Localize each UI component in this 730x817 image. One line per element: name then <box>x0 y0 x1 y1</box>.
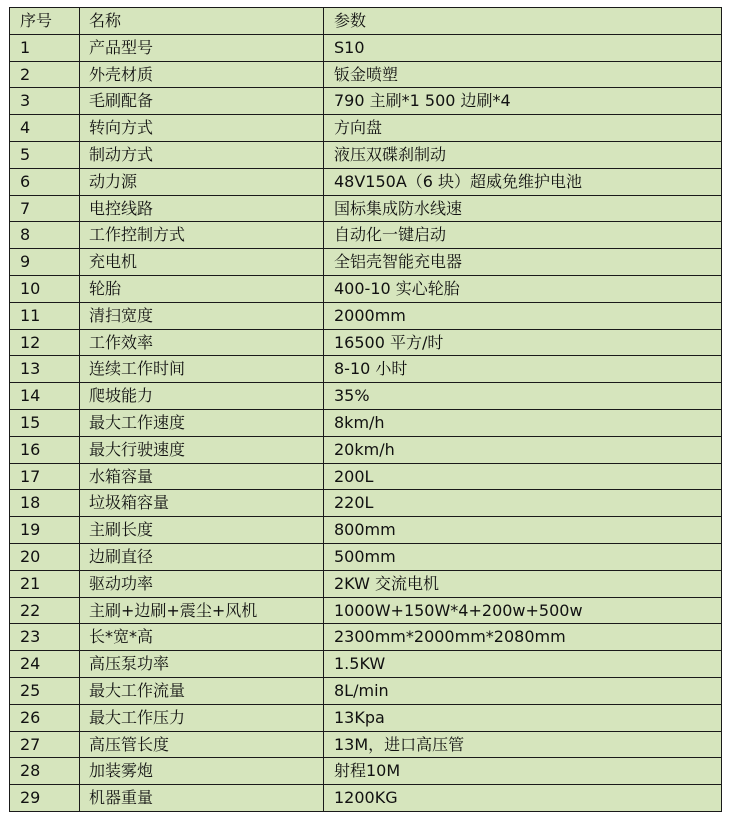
table-row <box>10 275 722 302</box>
row-value: 790 主刷*1 500 边刷*4 <box>324 88 722 115</box>
row-name: 转向方式 <box>80 115 324 142</box>
row-index: 19 <box>10 517 80 544</box>
table-row <box>10 731 722 758</box>
row-name: 充电机 <box>80 249 324 276</box>
row-name: 爬坡能力 <box>80 383 324 410</box>
row-index: 11 <box>10 302 80 329</box>
header-row <box>10 8 722 35</box>
table-row <box>10 677 722 704</box>
table-row <box>10 61 722 88</box>
table-row <box>10 758 722 785</box>
row-value: 2KW 交流电机 <box>324 570 722 597</box>
row-index: 27 <box>10 731 80 758</box>
row-value: 8km/h <box>324 409 722 436</box>
table-row <box>10 329 722 356</box>
row-value: S10 <box>324 34 722 61</box>
row-value: 自动化一键启动 <box>324 222 722 249</box>
row-name: 制动方式 <box>80 141 324 168</box>
row-name: 工作效率 <box>80 329 324 356</box>
row-index: 22 <box>10 597 80 624</box>
row-index: 4 <box>10 115 80 142</box>
table-row <box>10 222 722 249</box>
row-index: 24 <box>10 651 80 678</box>
table-row <box>10 168 722 195</box>
table-row <box>10 570 722 597</box>
row-index: 6 <box>10 168 80 195</box>
row-name: 动力源 <box>80 168 324 195</box>
row-name: 垃圾箱容量 <box>80 490 324 517</box>
table-row <box>10 409 722 436</box>
row-index: 29 <box>10 785 80 812</box>
row-value: 20km/h <box>324 436 722 463</box>
row-name: 最大工作速度 <box>80 409 324 436</box>
row-value: 1000W+150W*4+200w+500w <box>324 597 722 624</box>
table-row <box>10 490 722 517</box>
table-row <box>10 543 722 570</box>
row-name: 外壳材质 <box>80 61 324 88</box>
table-row <box>10 436 722 463</box>
row-index: 8 <box>10 222 80 249</box>
row-index: 7 <box>10 195 80 222</box>
row-index: 23 <box>10 624 80 651</box>
row-name: 高压泵功率 <box>80 651 324 678</box>
row-name: 清扫宽度 <box>80 302 324 329</box>
row-name: 轮胎 <box>80 275 324 302</box>
row-value: 钣金喷塑 <box>324 61 722 88</box>
row-name: 产品型号 <box>80 34 324 61</box>
table-row <box>10 195 722 222</box>
table-row <box>10 517 722 544</box>
row-index: 16 <box>10 436 80 463</box>
row-value: 800mm <box>324 517 722 544</box>
row-index: 20 <box>10 543 80 570</box>
row-name: 最大行驶速度 <box>80 436 324 463</box>
table-row <box>10 34 722 61</box>
table-row <box>10 597 722 624</box>
row-index: 17 <box>10 463 80 490</box>
row-value: 35% <box>324 383 722 410</box>
row-value: 16500 平方/时 <box>324 329 722 356</box>
table-row <box>10 88 722 115</box>
table-row <box>10 785 722 812</box>
row-index: 25 <box>10 677 80 704</box>
row-value: 200L <box>324 463 722 490</box>
row-value: 国标集成防水线速 <box>324 195 722 222</box>
header-value: 参数 <box>324 8 722 35</box>
row-index: 13 <box>10 356 80 383</box>
row-value: 方向盘 <box>324 115 722 142</box>
row-name: 电控线路 <box>80 195 324 222</box>
row-value: 400-10 实心轮胎 <box>324 275 722 302</box>
row-name: 连续工作时间 <box>80 356 324 383</box>
row-name: 最大工作压力 <box>80 704 324 731</box>
row-value: 500mm <box>324 543 722 570</box>
row-name: 工作控制方式 <box>80 222 324 249</box>
spec-table <box>9 7 722 812</box>
row-index: 9 <box>10 249 80 276</box>
row-value: 8L/min <box>324 677 722 704</box>
row-index: 3 <box>10 88 80 115</box>
table-row <box>10 651 722 678</box>
row-name: 加装雾炮 <box>80 758 324 785</box>
row-name: 驱动功率 <box>80 570 324 597</box>
table-row <box>10 302 722 329</box>
row-name: 最大工作流量 <box>80 677 324 704</box>
row-index: 1 <box>10 34 80 61</box>
row-name: 毛刷配备 <box>80 88 324 115</box>
row-index: 2 <box>10 61 80 88</box>
header-index: 序号 <box>10 8 80 35</box>
row-value: 13M，进口高压管 <box>324 731 722 758</box>
row-value: 8-10 小时 <box>324 356 722 383</box>
table-row <box>10 383 722 410</box>
row-name: 边刷直径 <box>80 543 324 570</box>
row-index: 14 <box>10 383 80 410</box>
header-name: 名称 <box>80 8 324 35</box>
row-index: 15 <box>10 409 80 436</box>
row-name: 长*宽*高 <box>80 624 324 651</box>
table-row <box>10 704 722 731</box>
row-value: 射程10M <box>324 758 722 785</box>
row-index: 12 <box>10 329 80 356</box>
table-row <box>10 356 722 383</box>
row-value: 2000mm <box>324 302 722 329</box>
row-name: 水箱容量 <box>80 463 324 490</box>
row-name: 主刷+边刷+震尘+风机 <box>80 597 324 624</box>
row-value: 1200KG <box>324 785 722 812</box>
row-value: 液压双碟刹制动 <box>324 141 722 168</box>
row-value: 220L <box>324 490 722 517</box>
row-value: 13Kpa <box>324 704 722 731</box>
row-index: 21 <box>10 570 80 597</box>
row-index: 26 <box>10 704 80 731</box>
row-name: 主刷长度 <box>80 517 324 544</box>
row-name: 机器重量 <box>80 785 324 812</box>
spec-table-body <box>10 8 722 812</box>
row-name: 高压管长度 <box>80 731 324 758</box>
row-index: 28 <box>10 758 80 785</box>
row-value: 48V150A（6 块）超威免维护电池 <box>324 168 722 195</box>
row-index: 18 <box>10 490 80 517</box>
row-index: 10 <box>10 275 80 302</box>
row-value: 2300mm*2000mm*2080mm <box>324 624 722 651</box>
table-row <box>10 141 722 168</box>
table-row <box>10 463 722 490</box>
table-row <box>10 249 722 276</box>
row-index: 5 <box>10 141 80 168</box>
table-row <box>10 115 722 142</box>
row-value: 全铝壳智能充电器 <box>324 249 722 276</box>
table-row <box>10 624 722 651</box>
row-value: 1.5KW <box>324 651 722 678</box>
